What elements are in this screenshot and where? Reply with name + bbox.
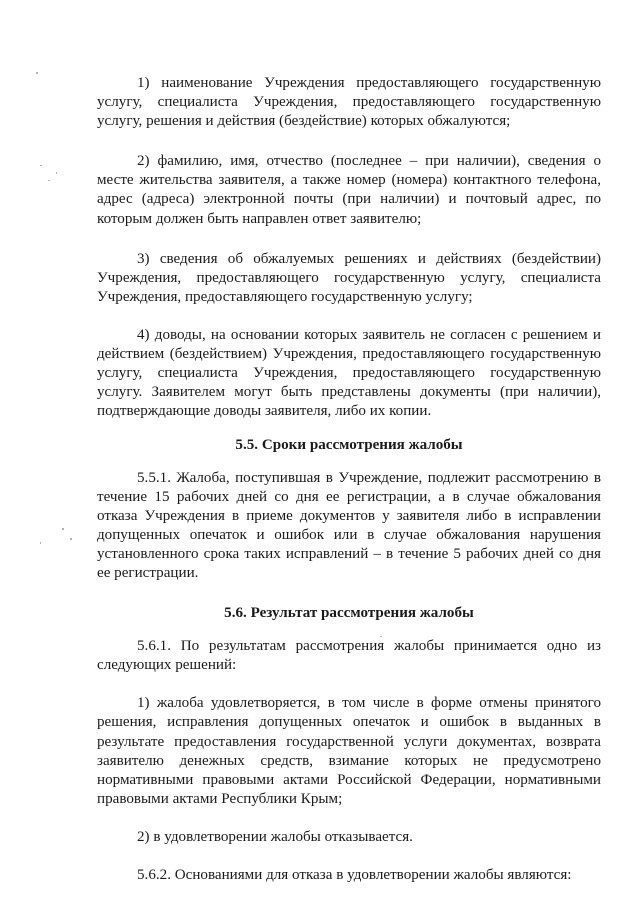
paragraph-item-4: 4) доводы, на основании которых заявитель не согласен с решением и действием (бездействием) Учреждения, предоставляющего государственную услугу, специалиста Учреждения, предоставляющего государственную услугу. Заявителем могут быть представлены документы (при наличии), подтверждающие доводы заявителя, либо их копии. — [97, 326, 601, 420]
scan-speck — [70, 538, 72, 540]
document-page — [97, 74, 601, 885]
paragraph-5-6-1-item-2: 2) в удовлетворении жалобы отказывается. — [137, 828, 413, 845]
section-heading-5-6: 5.6. Результат рассмотрения жалобы — [224, 605, 474, 622]
paragraph-item-2: 2) фамилию, имя, отчество (последнее – при наличии), сведения о месте жительства заявителя, а также номер (номера) контактного телефона, адрес (адреса) электронной почты (при наличии) и почтовый адрес, по которым должен быть направлен ответ заявителю; — [97, 153, 601, 227]
paragraph-5-5-1: 5.5.1. Жалоба, поступившая в Учреждение, подлежит рассмотрению в течение 15 рабочих дней со дня ее регистрации, а в случае обжалования отказа Учреждения в приеме документов у заявителя либо в исправлении допущенных опечаток и ошибок или в случае обжалования нарушения установленного срока таких исправлений – в течение 5 рабочих дней со дня ее регистрации. — [97, 469, 601, 581]
paragraph-item-3: 3) сведения об обжалуемых решениях и действиях (бездействии) Учреждения, предоставляющего государственную услугу, специалиста Учреждения, предоставляющего государственную услугу; — [97, 250, 601, 305]
paragraph-5-6-2: 5.6.2. Основаниями для отказа в удовлетворении жалобы являются: — [137, 867, 572, 883]
scan-speck — [380, 636, 382, 637]
paragraph-item-1: 1) наименование Учреждения предоставляющего государственную услугу, специалиста Учреждения, предоставляющего государственную услугу, решения и действия (бездействие) которых обжалуются; — [97, 75, 601, 130]
scan-speck — [62, 528, 64, 530]
scan-speck — [40, 165, 42, 166]
paragraph-5-6-1: 5.6.1. По результатам рассмотрения жалобы принимается одно из следующих решений: — [97, 638, 601, 674]
scan-speck — [56, 172, 57, 174]
paragraph-5-6-1-item-1: 1) жалоба удовлетворяется, в том числе в форме отмены принятого решения, исправления допущенных опечаток и ошибок в выданных в результате предоставления государственной услуги документах, возврата заявителю денежных средств, взимание которых не предусмотрено нормативными правовыми актами Российской Федерации, нормативными правовыми актами Республики Крым; — [97, 695, 601, 807]
scan-speck — [36, 72, 38, 74]
scan-speck — [40, 542, 41, 544]
scan-speck — [48, 180, 50, 181]
section-heading-5-5: 5.5. Сроки рассмотрения жалобы — [235, 437, 463, 454]
